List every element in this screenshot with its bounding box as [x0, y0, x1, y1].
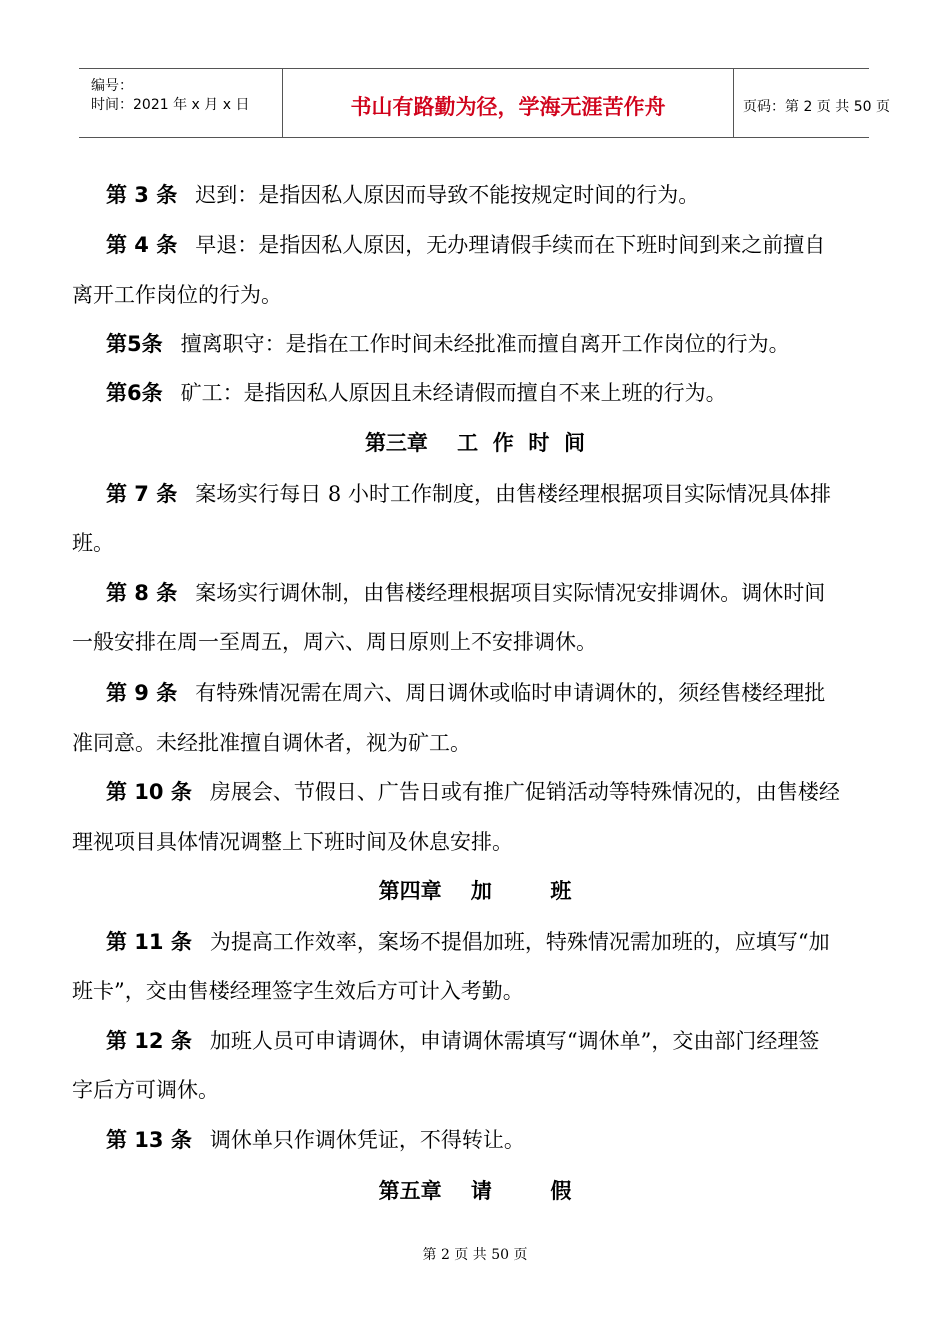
- article-8-continuation: 一般安排在周一至周五，周六、周日原则上不安排调休。: [72, 630, 597, 654]
- article-13: [106, 1126, 525, 1154]
- article-10: [106, 778, 840, 806]
- article-number: 第 3 条: [106, 183, 178, 207]
- article-6: [106, 379, 727, 407]
- article-text: 有特殊情况需在周六、周日调休或临时申请调休的，须经售楼经理批: [195, 681, 826, 705]
- document-time-label: 时间：2021 年 x 月 x 日: [91, 97, 250, 113]
- article-number: 第 9 条: [106, 681, 178, 705]
- article-text: 案场实行调休制，由售楼经理根据项目实际情况安排调休。调休时间: [195, 581, 826, 605]
- chapter-5-heading: 第五章 请 假: [378, 1179, 572, 1203]
- header-motto: 书山有路勤为径，学海无涯苦作舟: [350, 95, 666, 119]
- header-right-cell: [733, 69, 890, 137]
- header-page-label: 页码：第 2 页 共 50 页: [743, 99, 890, 115]
- article-text: 为提高工作效率，案场不提倡加班，特殊情况需加班的，应填写“加: [209, 930, 830, 954]
- article-8: [106, 579, 825, 607]
- article-number: 第 4 条: [106, 233, 178, 257]
- article-text: 调休单只作调休凭证，不得转让。: [209, 1128, 525, 1152]
- article-number: 第 13 条: [106, 1128, 192, 1152]
- article-text: 加班人员可申请调休，申请调休需填写“调休单”，交由部门经理签: [209, 1029, 820, 1053]
- article-9-continuation: 准同意。未经批准擅自调休者，视为矿工。: [72, 731, 471, 755]
- article-7: [106, 480, 831, 508]
- article-number: 第5条: [106, 332, 163, 356]
- article-number: 第 8 条: [106, 581, 178, 605]
- chapter-3-heading: 第三章 工 作 时 间: [364, 431, 586, 455]
- article-text: 案场实行每日 8 小时工作制度，由售楼经理根据项目实际情况具体排: [195, 482, 831, 506]
- article-text: 矿工：是指因私人原因且未经请假而擅自不来上班的行为。: [180, 381, 727, 405]
- article-number: 第 12 条: [106, 1029, 192, 1053]
- page-header: [79, 68, 890, 138]
- article-9: [106, 679, 825, 707]
- article-text: 擅离职守：是指在工作时间未经批准而擅自离开工作岗位的行为。: [180, 332, 790, 356]
- article-10-continuation: 理视项目具体情况调整上下班时间及休息安排。: [72, 830, 513, 854]
- article-text: 房展会、节假日、广告日或有推广促销活动等特殊情况的，由售楼经: [209, 780, 840, 804]
- article-3: [106, 181, 699, 209]
- article-12-continuation: 字后方可调休。: [72, 1078, 219, 1102]
- article-4-continuation: 离开工作岗位的行为。: [72, 283, 282, 307]
- article-11-continuation: 班卡”，交由售楼经理签字生效后方可计入考勤。: [72, 979, 524, 1003]
- article-5: [106, 330, 790, 358]
- article-12: [106, 1027, 819, 1055]
- document-number-label: 编号：: [91, 78, 133, 94]
- article-4: [106, 231, 825, 259]
- article-number: 第6条: [106, 381, 163, 405]
- article-text: 迟到：是指因私人原因而导致不能按规定时间的行为。: [195, 183, 700, 207]
- article-7-continuation: 班。: [72, 531, 114, 555]
- article-number: 第 11 条: [106, 930, 192, 954]
- article-text: 早退：是指因私人原因，无办理请假手续而在下班时间到来之前擅自: [195, 233, 826, 257]
- header-left-cell: [79, 69, 282, 137]
- page-footer: 第 2 页 共 50 页: [422, 1247, 528, 1263]
- article-number: 第 7 条: [106, 482, 178, 506]
- article-number: 第 10 条: [106, 780, 192, 804]
- header-center-cell: [282, 69, 734, 137]
- article-11: [106, 928, 830, 956]
- chapter-4-heading: 第四章 加 班: [378, 879, 572, 903]
